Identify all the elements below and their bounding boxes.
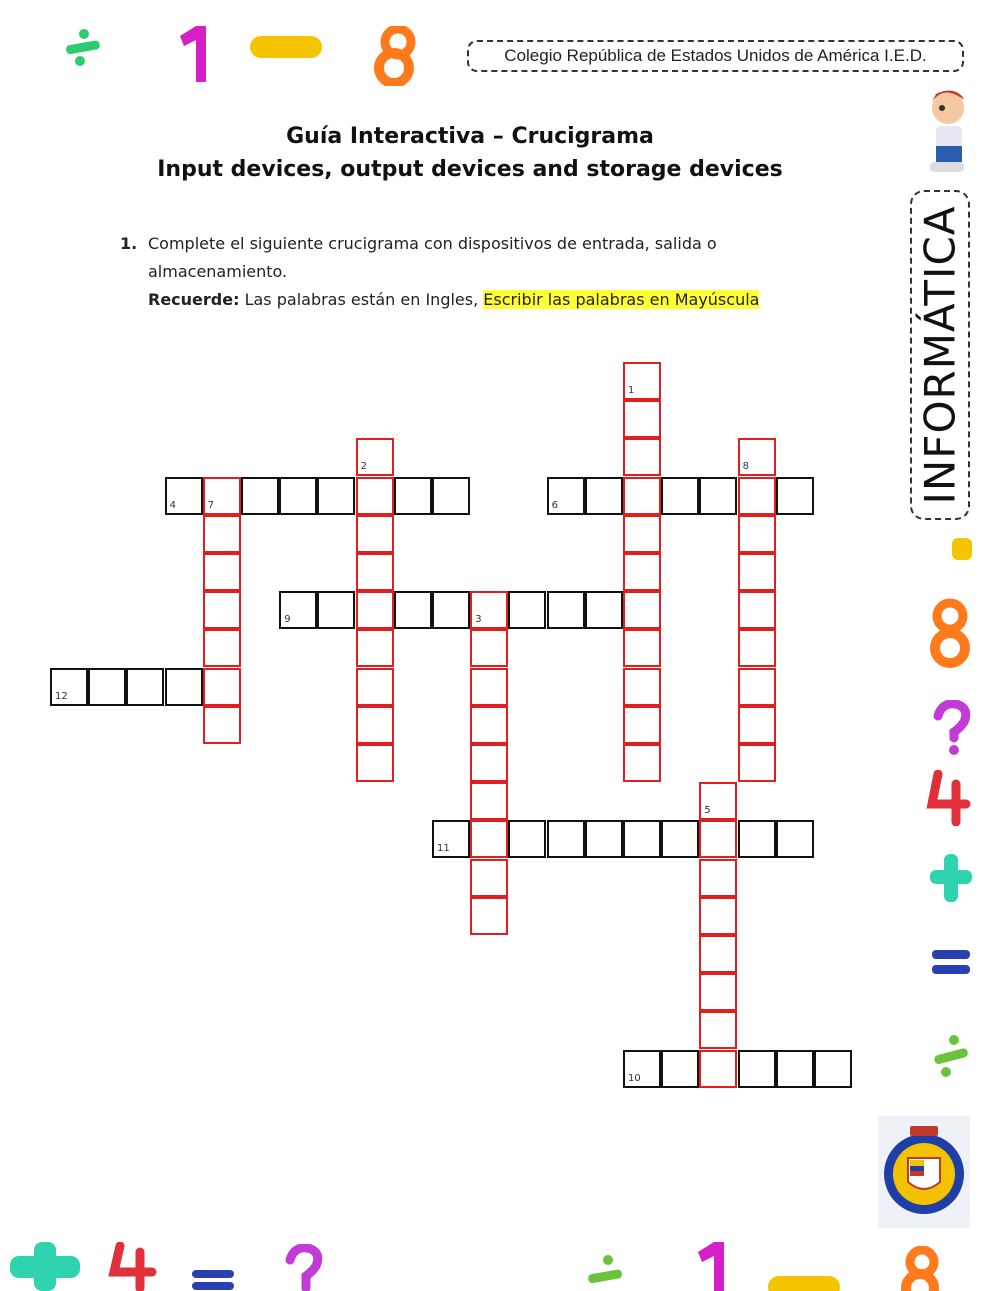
crossword-cell[interactable] xyxy=(699,897,737,935)
instruction-text-1: Complete el siguiente crucigrama con dispositivos de entrada, salida o xyxy=(148,234,717,253)
crossword-cell[interactable] xyxy=(699,1050,737,1088)
clue-number: 8 xyxy=(742,461,749,473)
crossword-cell[interactable] xyxy=(470,629,508,667)
school-name-box xyxy=(467,40,964,72)
crossword-cell[interactable] xyxy=(623,744,661,782)
divide-icon-right xyxy=(930,1034,970,1080)
crossword-cell[interactable] xyxy=(165,477,203,515)
crossword-cell[interactable] xyxy=(623,591,661,629)
crossword-cell[interactable] xyxy=(738,553,776,591)
crossword-cell[interactable] xyxy=(126,668,164,706)
crossword-cell[interactable] xyxy=(623,438,661,476)
crossword-cell[interactable] xyxy=(470,859,508,897)
number-four-icon xyxy=(926,770,972,826)
clue-number: 5 xyxy=(704,805,711,817)
clue-number: 11 xyxy=(437,843,450,855)
question-mark-icon-bottom xyxy=(282,1244,326,1291)
clue-number: 3 xyxy=(475,614,482,626)
subject-label: INFORMÁTICA xyxy=(915,205,965,505)
number-eight-icon xyxy=(364,26,426,86)
crossword-cell[interactable] xyxy=(203,553,241,591)
crossword-cell[interactable] xyxy=(738,706,776,744)
crossword-cell[interactable] xyxy=(623,362,661,400)
crossword-cell[interactable] xyxy=(623,515,661,553)
crossword-cell[interactable] xyxy=(738,477,776,515)
crossword-cell[interactable] xyxy=(241,477,279,515)
crossword-cell[interactable] xyxy=(317,477,355,515)
number-eight-icon-right xyxy=(928,596,972,670)
crossword-cell[interactable] xyxy=(547,820,585,858)
crossword-cell[interactable] xyxy=(432,820,470,858)
reminder-label: Recuerde: xyxy=(148,290,240,309)
minus-icon-bottom xyxy=(766,1274,842,1291)
crossword-cell[interactable] xyxy=(623,629,661,667)
crossword-cell[interactable] xyxy=(814,1050,852,1088)
crossword-cell[interactable] xyxy=(470,744,508,782)
crossword-cell[interactable] xyxy=(585,477,623,515)
clue-number: 2 xyxy=(360,461,367,473)
crossword-cell[interactable] xyxy=(356,591,394,629)
crossword-cell[interactable] xyxy=(470,591,508,629)
school-name: Colegio República de Estados Unidos de América I.E.D. xyxy=(504,46,927,65)
crossword-cell[interactable] xyxy=(738,591,776,629)
crossword-cell[interactable] xyxy=(623,706,661,744)
subject-label-box xyxy=(910,190,970,520)
crossword-cell[interactable] xyxy=(547,591,585,629)
page-subtitle: Input devices, output devices and storage devices xyxy=(157,157,783,182)
crossword-cell[interactable] xyxy=(203,515,241,553)
crossword-cell[interactable] xyxy=(470,897,508,935)
clue-number: 4 xyxy=(169,499,176,511)
crossword-cell[interactable] xyxy=(50,668,88,706)
crossword-cell[interactable] xyxy=(699,820,737,858)
crossword-cell[interactable] xyxy=(738,744,776,782)
minus-icon xyxy=(248,34,324,62)
crossword-cell[interactable] xyxy=(738,629,776,667)
number-one-icon xyxy=(172,24,218,90)
question-mark-icon xyxy=(930,700,974,756)
crossword-cell[interactable] xyxy=(88,668,126,706)
crossword-cell[interactable] xyxy=(432,477,470,515)
crossword-cell[interactable] xyxy=(623,400,661,438)
plus-icon-right xyxy=(928,850,974,906)
crossword-cell[interactable] xyxy=(547,477,585,515)
crossword-cell[interactable] xyxy=(661,820,699,858)
crossword-cell[interactable] xyxy=(776,820,814,858)
crossword-cell[interactable] xyxy=(470,668,508,706)
crossword-cell[interactable] xyxy=(623,477,661,515)
crossword-cell[interactable] xyxy=(738,668,776,706)
crossword-cell[interactable] xyxy=(470,782,508,820)
crossword-cell[interactable] xyxy=(203,477,241,515)
clue-number: 12 xyxy=(55,690,68,702)
crossword-cell[interactable] xyxy=(623,553,661,591)
reminder-text: Las palabras están en Ingles, xyxy=(239,290,484,309)
crossword-cell[interactable] xyxy=(585,591,623,629)
instruction-text-2: almacenamiento. xyxy=(148,262,288,281)
crossword-cell[interactable] xyxy=(623,820,661,858)
crossword-cell[interactable] xyxy=(585,820,623,858)
crossword-cell[interactable] xyxy=(776,477,814,515)
crossword-cell[interactable] xyxy=(203,668,241,706)
crossword-cell[interactable] xyxy=(203,629,241,667)
crossword-cell[interactable] xyxy=(165,668,203,706)
crossword-cell[interactable] xyxy=(432,591,470,629)
crossword-cell[interactable] xyxy=(356,706,394,744)
divide-icon xyxy=(62,28,102,68)
clue-number: 10 xyxy=(628,1072,641,1084)
clue-number: 9 xyxy=(284,614,291,626)
clue-number: 1 xyxy=(628,385,635,396)
clue-number: 7 xyxy=(207,499,215,511)
crossword-cell[interactable] xyxy=(356,668,394,706)
number-one-icon-bottom xyxy=(690,1240,736,1291)
crossword-cell[interactable] xyxy=(356,629,394,667)
crossword-cell[interactable] xyxy=(356,553,394,591)
clue-number: 6 xyxy=(551,499,558,511)
crossword-cell[interactable] xyxy=(738,438,776,476)
crossword-cell[interactable] xyxy=(203,591,241,629)
crossword-cell[interactable] xyxy=(508,820,546,858)
divide-icon-bottom xyxy=(584,1254,624,1291)
equals-icon-right xyxy=(930,948,972,978)
crossword-cell[interactable] xyxy=(470,706,508,744)
crossword-cell[interactable] xyxy=(699,1011,737,1049)
instructions xyxy=(120,230,840,314)
crossword-cell[interactable] xyxy=(356,477,394,515)
number-four-icon-bottom xyxy=(106,1242,160,1291)
crossword-cell[interactable] xyxy=(776,1050,814,1088)
crossword-cell[interactable] xyxy=(699,477,737,515)
crossword-cell[interactable] xyxy=(661,477,699,515)
minus-icon-right xyxy=(950,536,974,562)
plus-icon-bottom xyxy=(6,1240,84,1291)
crossword-cell[interactable] xyxy=(394,591,432,629)
crossword-cell[interactable] xyxy=(279,591,317,629)
crossword-cell[interactable] xyxy=(738,820,776,858)
crossword-cell[interactable] xyxy=(356,515,394,553)
crossword-cell[interactable] xyxy=(508,591,546,629)
number-eight-icon-bottom xyxy=(892,1246,948,1291)
question-number: 1. xyxy=(120,234,138,253)
crossword-cell[interactable] xyxy=(623,1050,661,1088)
crossword-cell[interactable] xyxy=(203,706,241,744)
crossword-cell[interactable] xyxy=(699,859,737,897)
page-title: Guía Interactiva – Crucigrama xyxy=(286,124,654,149)
boy-character-icon xyxy=(922,86,972,178)
crossword-cell[interactable] xyxy=(394,477,432,515)
crossword-cell[interactable] xyxy=(699,973,737,1011)
crossword-cell[interactable] xyxy=(623,668,661,706)
equals-icon-bottom xyxy=(190,1266,236,1291)
crossword-cell[interactable] xyxy=(699,782,737,820)
reminder-highlight: Escribir las palabras en Mayúscula xyxy=(483,290,760,309)
school-crest-logo xyxy=(878,1116,970,1228)
crossword-cell[interactable] xyxy=(470,820,508,858)
crossword-cell[interactable] xyxy=(738,1050,776,1088)
crossword-cell[interactable] xyxy=(317,591,355,629)
crossword-cell[interactable] xyxy=(661,1050,699,1088)
crossword-cell[interactable] xyxy=(356,744,394,782)
crossword-cell[interactable] xyxy=(279,477,317,515)
crossword-cell[interactable] xyxy=(699,935,737,973)
crossword-cell[interactable] xyxy=(356,438,394,476)
crossword-cell[interactable] xyxy=(738,515,776,553)
